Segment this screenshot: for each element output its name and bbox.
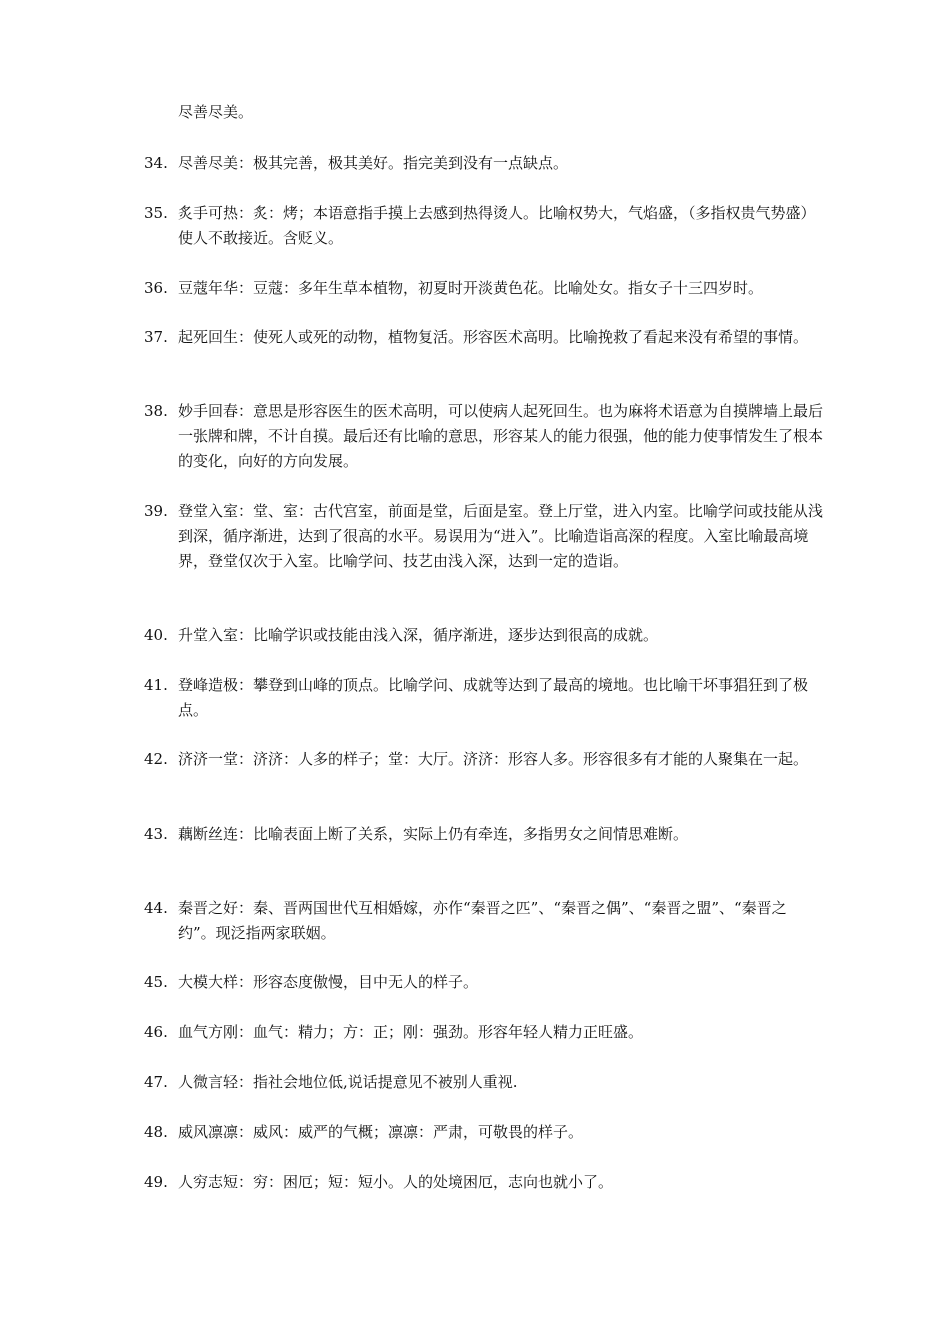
item-text: 血气方刚：血气：精力；方：正；刚：强劲。形容年轻人精力正旺盛。 <box>178 1023 644 1041</box>
item-number: 38. <box>144 402 168 420</box>
list-item <box>144 1170 824 1195</box>
item-number: 37. <box>144 328 168 346</box>
item-number: 44. <box>144 899 168 917</box>
item-number: 46. <box>144 1023 168 1041</box>
item-text: 妙手回春：意思是形容医生的医术高明，可以使病人起死回生。也为麻将术语意为自摸牌墙上最后一张牌和牌，不计自摸。最后还有比喻的意思，形容某人的能力很强，他的能力使事情发生了根本的变化，向好的方向发展。 <box>178 402 824 470</box>
item-number: 42. <box>144 750 168 768</box>
list-item <box>144 623 824 648</box>
item-text: 尽善尽美：极其完善，极其美好。指完美到没有一点缺点。 <box>178 154 569 172</box>
item-text: 登峰造极：攀登到山峰的顶点。比喻学问、成就等达到了最高的境地。也比喻干坏事猖狂到了极点。 <box>178 676 809 719</box>
item-text: 起死回生：使死人或死的动物，植物复活。形容医术高明。比喻挽救了看起来没有希望的事情。 <box>178 328 809 346</box>
item-text: 豆蔻年华：豆蔻：多年生草本植物，初夏时开淡黄色花。比喻处女。指女子十三四岁时。 <box>178 279 764 297</box>
list-item <box>144 970 824 995</box>
item-text: 炙手可热：炙：烤；本语意指手摸上去感到热得烫人。比喻权势大，气焰盛，（多指权贵气势盛）使人不敢接近。含贬义。 <box>178 204 816 247</box>
item-text: 济济一堂：济济：人多的样子；堂：大厅。济济：形容人多。形容很多有才能的人聚集在一起。 <box>178 750 809 768</box>
list-item <box>144 499 824 574</box>
item-text: 藕断丝连：比喻表面上断了关系，实际上仍有牵连，多指男女之间情思难断。 <box>178 825 689 843</box>
item-text: 人穷志短：穷：困厄；短：短小。人的处境困厄，志向也就小了。 <box>178 1173 614 1191</box>
item-number: 45. <box>144 973 168 991</box>
list-item <box>144 673 824 723</box>
item-number: 36. <box>144 279 168 297</box>
list-item <box>144 896 824 946</box>
list-item <box>144 201 824 251</box>
item-text: 威风凛凛：威风：威严的气概；凛凛：严肃，可敬畏的样子。 <box>178 1123 584 1141</box>
item-number: 40. <box>144 626 168 644</box>
item-number: 47. <box>144 1073 168 1091</box>
item-number: 49. <box>144 1173 168 1191</box>
list-item <box>144 1070 824 1095</box>
list-item <box>144 276 824 301</box>
item-text: 登堂入室：堂、室：古代宫室，前面是堂，后面是室。登上厅堂，进入内室。比喻学问或技能从浅到深，循序渐进，达到了很高的水平。易误用为“进入”。比喻造诣高深的程度。入室比喻最高境界，登堂仅次于入室。比喻学问、技艺由浅入深，达到一定的造诣。 <box>178 502 824 570</box>
item-text: 升堂入室：比喻学识或技能由浅入深，循序渐进，逐步达到很高的成就。 <box>178 626 659 644</box>
item-number: 48. <box>144 1123 168 1141</box>
list-item <box>144 1020 824 1045</box>
item-number: 43. <box>144 825 168 843</box>
list-item <box>144 399 824 474</box>
item-number: 39. <box>144 502 168 520</box>
item-text: 秦晋之好：秦、晋两国世代互相婚嫁，亦作“秦晋之匹”、“秦晋之偶”、“秦晋之盟”、“秦晋之约”。现泛指两家联姻。 <box>178 899 787 942</box>
item-number: 34. <box>144 154 168 172</box>
list-item <box>144 822 824 847</box>
item-text: 大模大样：形容态度傲慢，目中无人的样子。 <box>178 973 479 991</box>
item-number: 41. <box>144 676 168 694</box>
item-number: 35. <box>144 204 168 222</box>
list-item <box>144 747 824 772</box>
item-text: 人微言轻：指社会地位低,说话提意见不被别人重视. <box>178 1073 518 1091</box>
continued-text: 尽善尽美。 <box>178 103 254 121</box>
list-item <box>144 151 824 176</box>
list-item <box>144 1120 824 1145</box>
list-item <box>144 325 824 350</box>
